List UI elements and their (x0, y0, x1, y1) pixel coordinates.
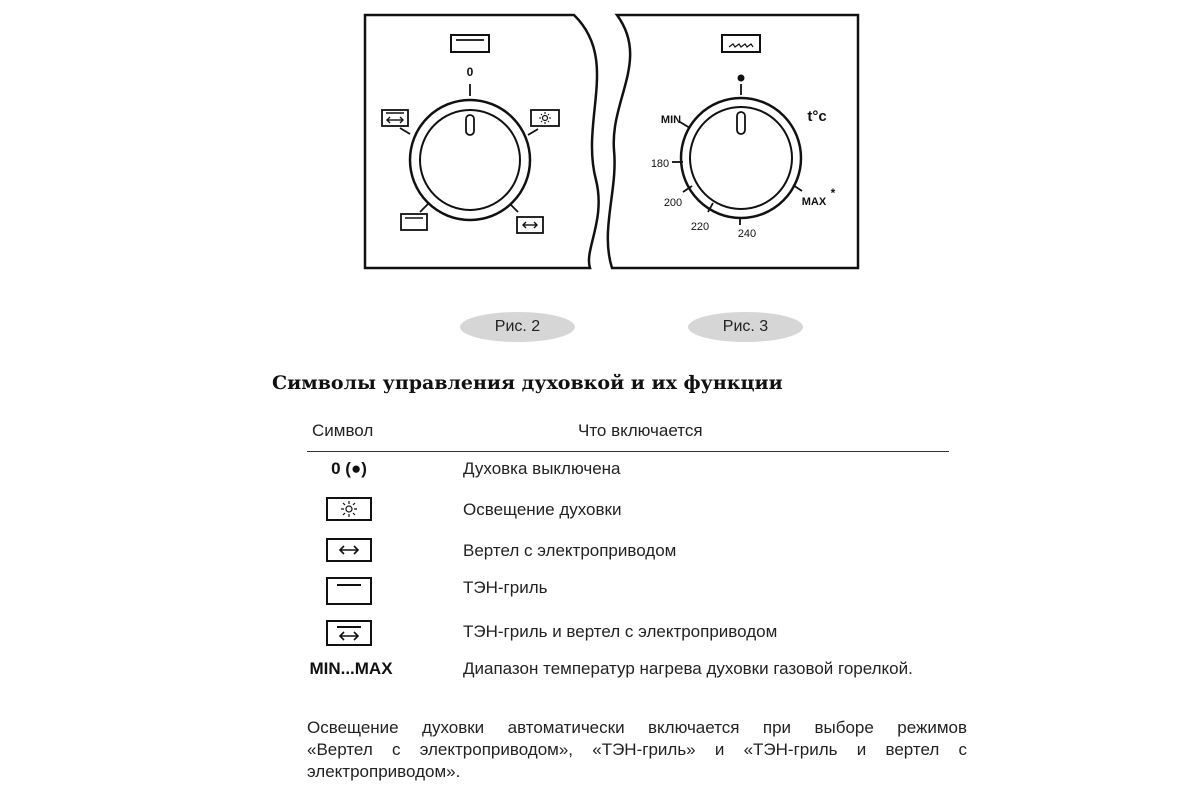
spit-icon (325, 537, 373, 563)
grill-icon (325, 576, 373, 606)
table-header-rule (307, 451, 949, 452)
scale-label-220: 220 (690, 221, 710, 233)
section-heading: Символы управления духовкой и их функции (272, 372, 783, 394)
table-row (308, 536, 948, 574)
light-icon (531, 110, 559, 126)
function-text: ТЭН-гриль (463, 578, 548, 597)
note-line: электроприводом». (307, 762, 461, 781)
oven-burner-icon (722, 35, 760, 52)
scale-label-200: 200 (663, 197, 683, 209)
spit-icon (517, 217, 543, 233)
scale-label-180: 180 (650, 158, 670, 170)
table-row (308, 576, 948, 614)
off-symbol: 0 (●) (331, 459, 367, 478)
column-header-symbol: Символ (312, 421, 374, 440)
function-text: Духовка выключена (463, 459, 621, 478)
function-text: ТЭН-гриль и вертел с электроприводом (463, 622, 778, 641)
figure-2-panel (365, 15, 599, 268)
spit-grill-icon (382, 110, 408, 126)
off-dot-icon (738, 75, 745, 82)
table-row (308, 658, 948, 706)
grill-spit-icon (325, 619, 373, 647)
function-text: Диапазон температур нагрева духовки газовой горелкой. (463, 659, 913, 678)
light-icon (325, 496, 373, 522)
thermostat-knob (672, 84, 802, 225)
top-element-icon (451, 35, 489, 52)
max-label: MAX (801, 196, 827, 208)
min-max-symbol: MIN...MAX (309, 659, 393, 678)
function-text: Вертел с электроприводом (463, 541, 677, 560)
max-asterisk: * (830, 186, 836, 200)
min-label: MIN (660, 114, 682, 126)
figure-2-caption: Рис. 2 (460, 312, 575, 342)
table-row (308, 457, 948, 495)
function-text: Освещение духовки (463, 500, 622, 519)
note-paragraph (307, 717, 967, 783)
note-line: Освещение духовки автоматически включается при выборе режимов (307, 718, 967, 737)
column-header-function: Что включается (578, 421, 703, 440)
scale-label-240: 240 (737, 228, 757, 240)
figures-area (0, 0, 1200, 350)
table-row (308, 495, 948, 533)
figure-3-caption: Рис. 3 (688, 312, 803, 342)
function-selector-knob (400, 84, 538, 220)
table-row (308, 618, 948, 656)
temperature-label: t°c (807, 108, 827, 125)
note-line: «Вертел с электроприводом», «ТЭН-гриль» и «ТЭН-гриль и вертел с (307, 740, 967, 759)
figure-3-panel (608, 15, 858, 268)
grill-icon (401, 214, 427, 230)
fig2-zero-label: 0 (466, 65, 474, 79)
